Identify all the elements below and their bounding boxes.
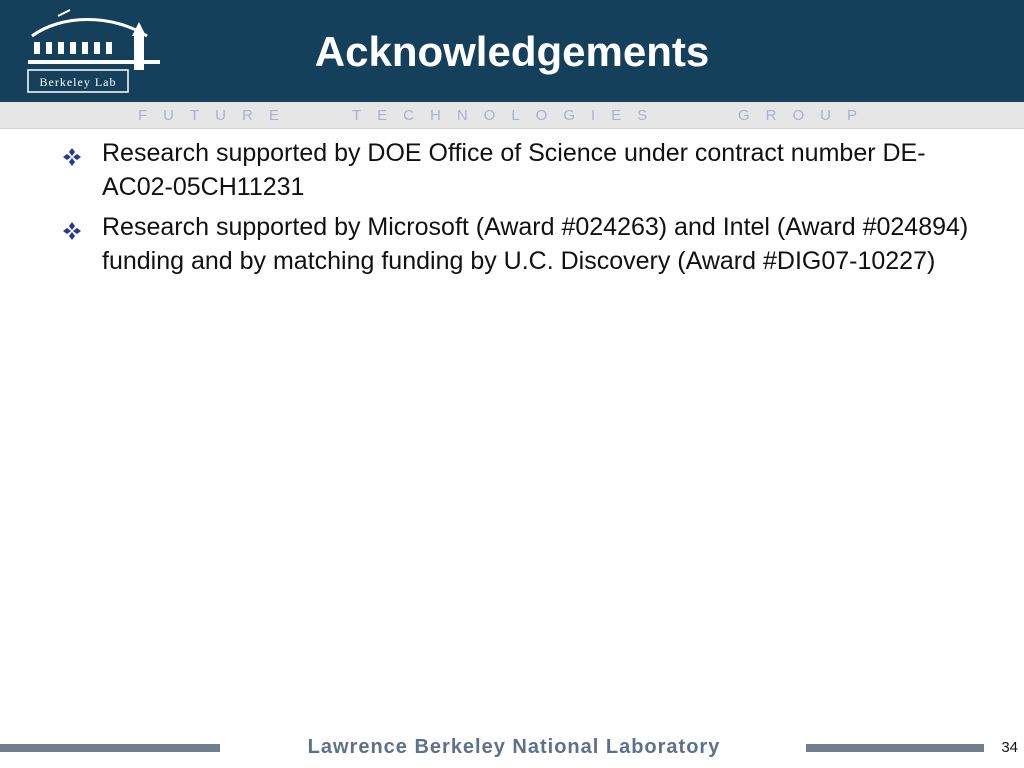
footer-rule-right [806,744,984,752]
tagline-word-technologies: TECHNOLOGIES [352,107,664,124]
bullet-item [62,136,982,204]
tagline-bar [0,102,1024,129]
bullet-item [62,210,982,278]
bullet-text: Research supported by DOE Office of Science under contract number DE-AC02-05CH11231 [102,139,926,201]
diamond-bullet-icon [62,142,82,162]
footer-rule-left [0,744,220,752]
tagline-word-future: FUTURE [138,107,295,124]
page-number: 34 [1001,739,1018,756]
header-bar [0,0,1024,102]
logo-text: Berkeley Lab [39,75,117,89]
bullet-text: Research supported by Microsoft (Award #024263) and Intel (Award #024894) funding and by matching funding by U.C. Discovery (Award #DIG07-10227) [102,213,969,275]
footer [0,730,1024,766]
tagline-word-group: GROUP [738,107,874,124]
footer-org-name: Lawrence Berkeley National Laboratory [307,736,721,758]
diamond-bullet-icon [62,216,82,236]
page-title: Acknowledgements [314,28,710,75]
slide-content [62,136,982,284]
